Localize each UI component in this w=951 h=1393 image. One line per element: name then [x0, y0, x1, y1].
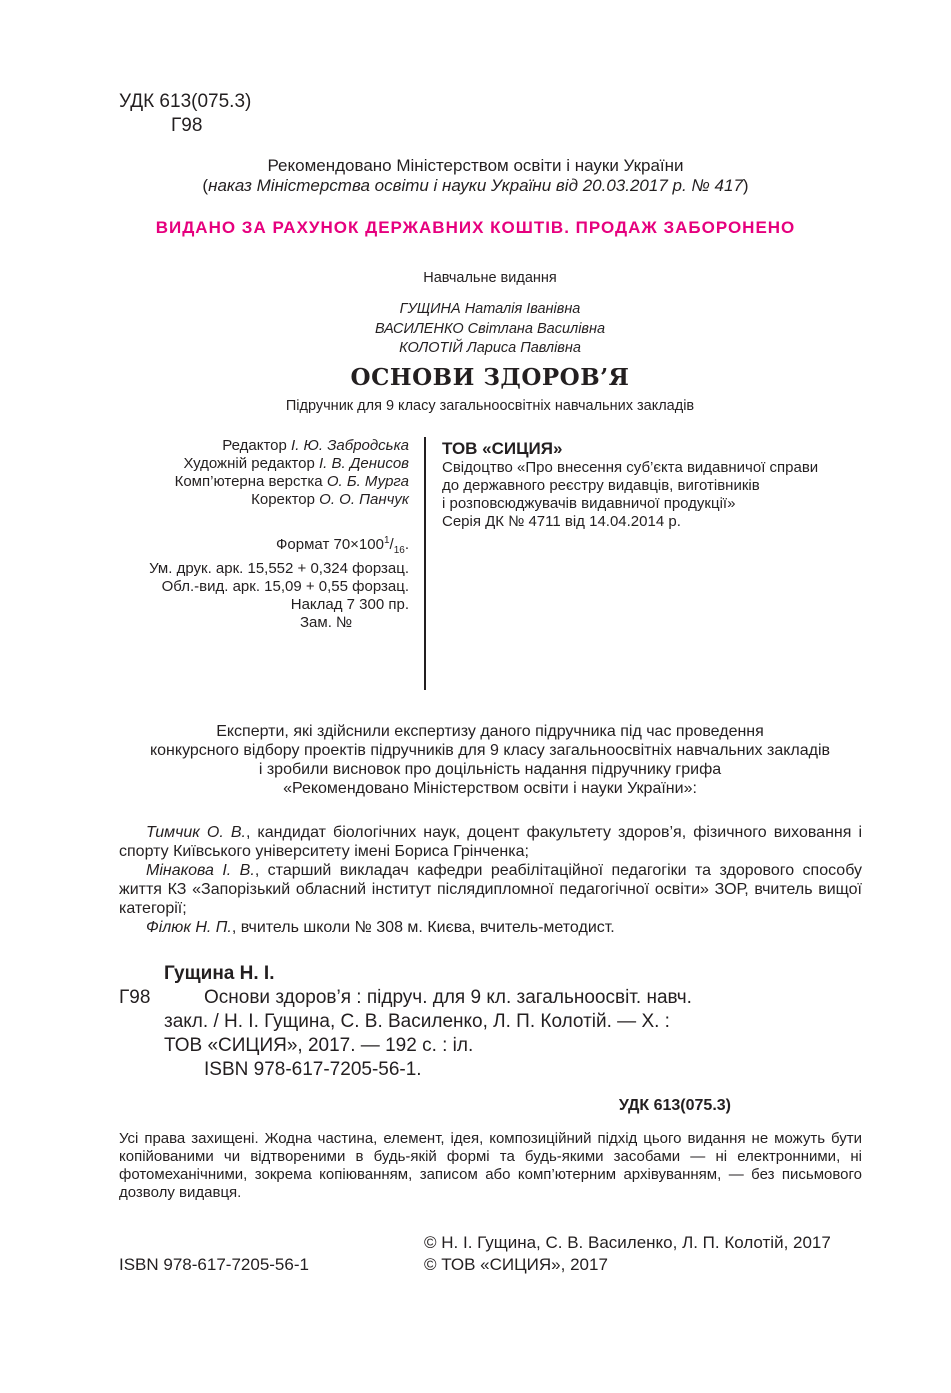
book-title: ОСНОВИ ЗДОРОВ’Я: [350, 364, 630, 391]
intro-line: конкурсного відбору проектів підручників для 9 класу загальноосвітніх навчальних закладів: [149, 742, 831, 759]
publisher-line: до державного реєстру видавців, виготівників: [442, 477, 760, 494]
intro-line: і зробили висновок про доцільність надання підручнику грифа: [258, 761, 722, 778]
order-text: наказ Міністерства освіти і науки України від 20.03.2017 р. № 417: [208, 176, 743, 195]
recommendation-line: Рекомендовано Міністерством освіти і науки України: [267, 156, 684, 175]
spec-line: Наклад 7 300 пр.: [290, 596, 409, 613]
publisher-line: Свідоцтво «Про внесення суб’єкта видавничої справи: [442, 459, 819, 476]
udk-code: УДК 613(075.3): [119, 91, 252, 112]
format-line: [100, 532, 409, 560]
format-numerator: 1: [383, 535, 390, 546]
intro-line: Експерти, які здійснили експертизу даного підручника під час проведення: [216, 723, 764, 740]
staff-row: [100, 437, 409, 455]
library-cipher: Г98: [171, 115, 203, 136]
ministry-recommendation: [0, 156, 951, 196]
staff-role: Коректор: [251, 491, 320, 508]
copyright-block: [424, 1232, 831, 1276]
expert-description: , вчитель школи № 308 м. Києва, вчитель-методист.: [231, 919, 615, 936]
experts-intro: [0, 722, 951, 798]
bib-line: Основи здоров’я : підруч. для 9 кл. загальноосвіт. навч.: [204, 987, 692, 1008]
format-period: .: [404, 536, 409, 553]
paren-close: ): [742, 176, 749, 195]
expert-name: Тимчик О. В.: [146, 824, 246, 841]
spec-line: Ум. друк. арк. 15,552 + 0,324 форзац.: [149, 560, 409, 577]
bib-isbn: ISBN 978-617-7205-56-1.: [204, 1059, 422, 1080]
copyright-line: © Н. І. Гущина, С. В. Василенко, Л. П. Колотій, 2017: [424, 1233, 831, 1252]
publisher-info: [442, 439, 862, 531]
staff-role: Художній редактор: [183, 455, 319, 472]
state-funds-notice: ВИДАНО ЗА РАХУНОК ДЕРЖАВНИХ КОШТІВ. ПРОДАЖ ЗАБОРОНЕНО: [155, 218, 796, 237]
print-specs: [100, 532, 409, 632]
staff-role: Комп’ютерна верстка: [174, 473, 327, 490]
author-list: [0, 300, 951, 359]
rights-notice: Усі права захищені. Жодна частина, елемент, ідея, композиційний підхід цього видання не можуть бути копійованими чи відтвореними в будь-якій формі та будь-якими засобами — ні електронними, ні фотомеханічними, зокрема копіюванням, записом або комп’ютерним архівуванням, — без письмового дозволу видавця.: [119, 1130, 862, 1201]
staff-name: О. Б. Мурга: [326, 473, 409, 490]
bib-description: [119, 986, 862, 1058]
book-subtitle: Підручник для 9 класу загальноосвітніх навчальних закладів: [285, 398, 695, 414]
format-slash: /: [389, 536, 394, 553]
bib-line: закл. / Н. І. Гущина, С. В. Василенко, Л. П. Колотій. — Х. :: [164, 1011, 670, 1032]
bib-line: ТОВ «СИЦИЯ», 2017. — 192 с. : іл.: [164, 1035, 474, 1056]
staff-name: І. В. Денисов: [318, 455, 409, 472]
expert-entry: [119, 823, 862, 861]
publisher-line: і розповсюджувачів видавничої продукції»: [442, 495, 736, 512]
expert-description: , старший викладач кафедри реабілітаційної педагогіки та здорового способу життя КЗ «Запорізький обласний інститут післядипломної педагогічної освіти» ЗОР, вчитель вищої категорії;: [119, 862, 863, 917]
author-name: КОЛОТІЙ Лариса Павлівна: [399, 340, 581, 356]
isbn-footer: ISBN 978-617-7205-56-1: [119, 1255, 309, 1274]
format-text: Формат 70×100: [276, 536, 384, 553]
expert-entry: [119, 918, 862, 937]
bib-cipher: Г98: [119, 987, 151, 1008]
spec-line: Обл.-вид. арк. 15,09 + 0,55 форзац.: [161, 578, 409, 595]
author-name: ВАСИЛЕНКО Світлана Василівна: [374, 320, 606, 337]
paren-open: (: [202, 176, 209, 195]
editorial-staff: [100, 437, 409, 509]
intro-line: «Рекомендовано Міністерством освіти і науки України»:: [283, 780, 697, 797]
expert-name: Філюк Н. П.: [146, 919, 232, 936]
copyright-line: © ТОВ «СИЦИЯ», 2017: [424, 1255, 608, 1274]
expert-entry: [119, 861, 862, 918]
expert-description: , кандидат біологічних наук, доцент факультету здоров’я, фізичного виховання і спорту Київського університету імені Бориса Грінченка;: [119, 824, 862, 860]
experts-list: [119, 823, 862, 937]
ministry-order: [0, 176, 951, 196]
staff-role: Редактор: [222, 437, 292, 454]
format-denominator: 16: [393, 545, 405, 556]
staff-row: [100, 455, 409, 473]
expert-name: Мінакова І. В.: [146, 862, 255, 879]
author-name: ГУЩИНА Наталія Іванівна: [399, 301, 581, 317]
staff-row: [100, 473, 409, 491]
publisher-line: Серія ДК № 4711 від 14.04.2014 р.: [442, 513, 681, 530]
bibliographic-record: [119, 962, 862, 1082]
udk-footer: УДК 613(075.3): [618, 1097, 731, 1114]
udk-header: [119, 90, 251, 138]
staff-row: [100, 491, 409, 509]
staff-name: І. Ю. Забродська: [291, 437, 409, 454]
edition-type: Навчальне видання: [423, 270, 557, 286]
column-divider: [424, 437, 426, 690]
order-number: Зам. №: [300, 614, 353, 631]
bib-author: Гущина Н. І.: [164, 963, 275, 984]
staff-name: О. О. Панчук: [319, 491, 409, 508]
publisher-name: ТОВ «СИЦИЯ»: [442, 439, 563, 458]
